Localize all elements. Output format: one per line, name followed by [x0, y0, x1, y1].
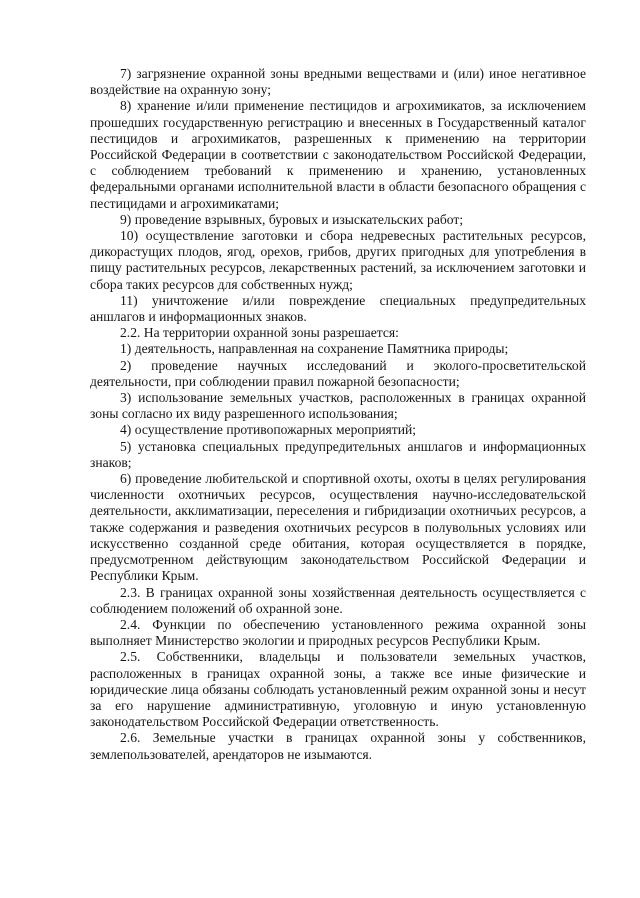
allowed-item-3: 3) использование земельных участков, расположенных в границах охранной зоны согласно их виду разрешенного использования;: [90, 390, 586, 422]
section-2-4: 2.4. Функции по обеспечению установленного режима охранной зоны выполняет Министерство экологии и природных ресурсов Республики Крым.: [90, 616, 586, 649]
paragraph-item-11: 11) уничтожение и/или повреждение специальных предупредительных аншлагов и информационных знаков.: [90, 292, 586, 325]
section-heading-2-2: 2.2. На территории охранной зоны разрешается:: [120, 325, 399, 341]
section-2-6: 2.6. Земельные участки в границах охранной зоны у собственников, землепользователей, арендаторов не изымаются.: [90, 730, 586, 762]
allowed-item-2: 2) проведение научных исследований и эколого-просветительской деятельности, при соблюдении правил пожарной безопасности;: [90, 357, 586, 389]
document-body: [90, 66, 586, 763]
section-2-5: 2.5. Собственники, владельцы и пользователи земельных участков, расположенных в границах охранной зоны, а также все иные физические и юридические лица обязаны соблюдать установленный режим охранной зоны и несут за его нарушение административную, уголовную и иную установленную законодательством Российской Федерации ответственность.: [90, 649, 586, 730]
allowed-item-4: 4) осуществление противопожарных мероприятий;: [120, 422, 417, 438]
paragraph-item-9: 9) проведение взрывных, буровых и изыскательских работ;: [120, 211, 464, 227]
allowed-item-5: 5) установка специальных предупредительных аншлагов и информационных знаков;: [90, 438, 586, 470]
paragraph-item-10: 10) осуществление заготовки и сбора недревесных растительных ресурсов, дикорастущих плодов, ягод, орехов, грибов, других пригодных для употребления в пищу растительных ресурсов, лекарственных растений, за исключением заготовки и сбора таких ресурсов для собственных нужд;: [90, 228, 586, 292]
allowed-item-6: 6) проведение любительской и спортивной охоты, охоты в целях регулирования численности охотничьих ресурсов, осуществления научно-исследовательской деятельности, акклиматизации, переселения и гибридизации охотничьих ресурсов, а также содержания и разведения охотничьих ресурсов в полувольных условиях или искусственно созданной среде обитания, которая осуществляется в порядке, предусмотренном действующим законодательством Российской Федерации и Республики Крым.: [90, 471, 586, 584]
paragraph-item-8: 8) хранение и/или применение пестицидов и агрохимикатов, за исключением прошедших государственную регистрацию и внесенных в Государственный каталог пестицидов и агрохимикатов, разрешенных к применению на территории Российской Федерации в соответствии с законодательством Российской Федерации, с соблюдением требований к применению и хранению, установленных федеральными органами исполнительной власти в области безопасного обращения с пестицидами и агрохимикатами;: [90, 98, 586, 211]
section-2-3: 2.3. В границах охранной зоны хозяйственная деятельность осуществляется с соблюдением положений об охранной зоне.: [90, 584, 586, 616]
allowed-item-1: 1) деятельность, направленная на сохранение Памятника природы;: [120, 341, 509, 357]
paragraph-item-7: 7) загрязнение охранной зоны вредными веществами и (или) иное негативное воздействие на охранную зону;: [90, 66, 586, 98]
